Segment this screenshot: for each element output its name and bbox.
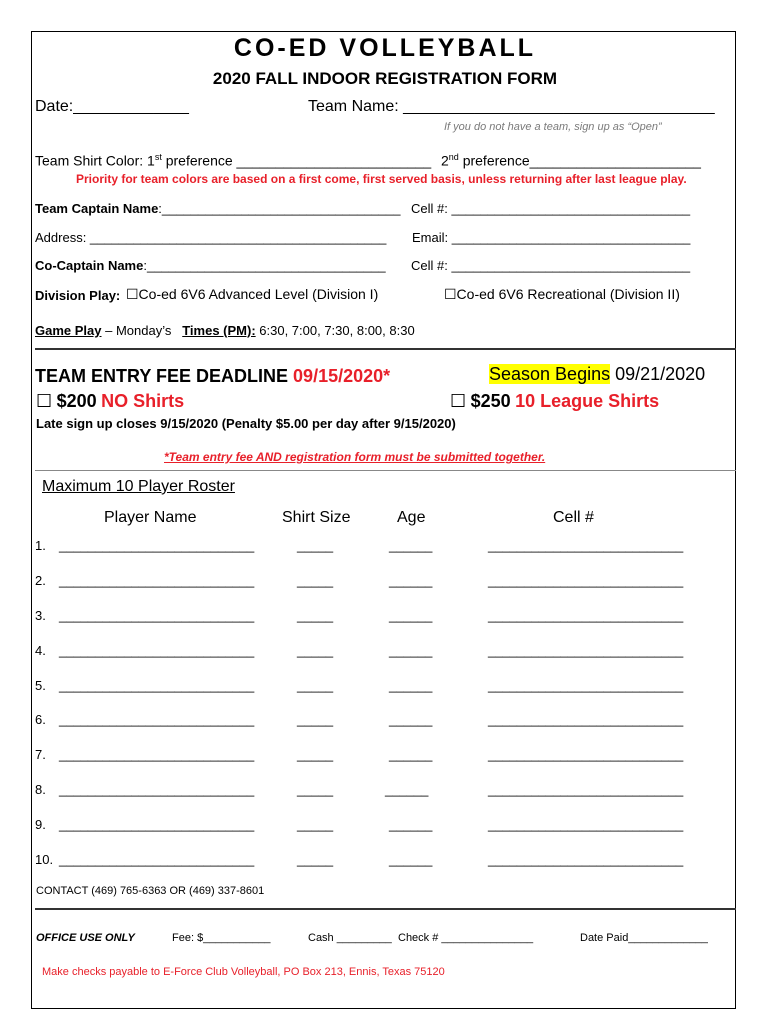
col-shirt-size: Shirt Size [282, 509, 351, 526]
player-name-line[interactable]: ___________________________ [59, 573, 255, 588]
shirt-first-line: preference _________________________ [161, 152, 432, 169]
table-row[interactable] [35, 712, 715, 732]
player-name-line[interactable]: ___________________________ [59, 747, 255, 762]
player-name-line[interactable]: ___________________________ [59, 852, 255, 867]
division-option-recreational[interactable]: ☐Co-ed 6V6 Recreational (Division II) [444, 286, 680, 302]
player-name-line[interactable]: ___________________________ [59, 817, 255, 832]
season-label: Season Begins [489, 364, 611, 384]
option-200-price: $200 [56, 391, 97, 411]
option-250-desc: 10 League Shirts [515, 391, 660, 411]
team-hint: If you do not have a team, sign up as “Open” [444, 121, 662, 133]
row-number: 6. [35, 712, 46, 727]
office-use-label: OFFICE USE ONLY [36, 932, 135, 944]
office-date-paid-field[interactable]: Date Paid_____________ [580, 932, 708, 944]
shirt-second-num: 2 [441, 152, 449, 169]
player-name-line[interactable]: ___________________________ [59, 782, 255, 797]
age-line[interactable]: ______ [385, 782, 429, 797]
shirt-size-line[interactable]: _____ [297, 573, 334, 588]
table-row[interactable] [35, 782, 715, 802]
row-number: 10. [35, 852, 54, 867]
cell-line[interactable]: ___________________________ [488, 817, 684, 832]
game-play-day: – Monday’s [105, 323, 172, 338]
deadline-label: TEAM ENTRY FEE DEADLINE [35, 366, 289, 386]
shirt-size-line[interactable]: _____ [297, 782, 334, 797]
section-divider [35, 348, 736, 350]
shirt-first-preference[interactable] [35, 152, 431, 169]
division-label: Division Play: [35, 288, 121, 303]
row-number: 1. [35, 538, 46, 553]
division-option-advanced[interactable]: ☐Co-ed 6V6 Advanced Level (Division I) [126, 286, 379, 302]
shirt-size-line[interactable]: _____ [297, 747, 334, 762]
cocaptain-cell-field[interactable]: Cell #: _________________________________ [411, 258, 691, 273]
shirt-size-line[interactable]: _____ [297, 538, 334, 553]
captain-name-field[interactable] [35, 201, 401, 216]
player-name-line[interactable]: ___________________________ [59, 608, 255, 623]
captain-line: :_________________________________ [158, 201, 401, 216]
cocaptain-line: :_________________________________ [143, 258, 386, 273]
col-age: Age [397, 509, 426, 526]
cocaptain-label: Co-Captain Name [35, 258, 144, 273]
office-fee-field[interactable]: Fee: $___________ [172, 932, 271, 944]
shirt-size-line[interactable]: _____ [297, 852, 334, 867]
office-cash-field[interactable]: Cash _________ [308, 932, 392, 944]
age-line[interactable]: ______ [389, 643, 433, 658]
checkbox-icon[interactable]: ☐ [36, 391, 53, 412]
option-200-desc: NO Shirts [101, 391, 185, 411]
age-line[interactable]: ______ [389, 852, 433, 867]
age-line[interactable]: ______ [389, 608, 433, 623]
contact-phones: CONTACT (469) 765-6363 OR (469) 337-8601 [36, 885, 265, 897]
captain-cell-field[interactable]: Cell #: _________________________________ [411, 201, 691, 216]
office-check-field[interactable]: Check # _______________ [398, 932, 534, 944]
fee-deadline [35, 366, 390, 387]
row-number: 8. [35, 782, 46, 797]
form-title: CO-ED VOLLEYBALL [233, 34, 537, 62]
section-divider [35, 470, 736, 471]
cocaptain-name-field[interactable] [35, 258, 386, 273]
col-cell: Cell # [553, 509, 594, 526]
col-player-name: Player Name [104, 509, 197, 526]
cell-line[interactable]: ___________________________ [488, 678, 684, 693]
table-row[interactable] [35, 643, 715, 663]
cell-line[interactable]: ___________________________ [488, 747, 684, 762]
player-name-line[interactable]: ___________________________ [59, 538, 255, 553]
player-name-line[interactable]: ___________________________ [59, 643, 255, 658]
shirt-second-line: preference______________________ [458, 152, 701, 169]
email-field[interactable]: Email: _________________________________ [412, 230, 691, 245]
superscript: st [154, 152, 162, 162]
cell-line[interactable]: ___________________________ [488, 782, 684, 797]
times-value: 6:30, 7:00, 7:30, 8:00, 8:30 [259, 323, 415, 338]
player-name-line[interactable]: ___________________________ [59, 712, 255, 727]
submit-together-note: *Team entry fee AND registration form must be submitted together. [164, 450, 546, 464]
row-number: 9. [35, 817, 46, 832]
cell-line[interactable]: ___________________________ [488, 608, 684, 623]
age-line[interactable]: ______ [389, 712, 433, 727]
deadline-date: 09/15/2020* [293, 366, 391, 386]
age-line[interactable]: ______ [389, 817, 433, 832]
season-begins [489, 364, 705, 385]
shirt-first-label: Team Shirt Color: 1 [35, 152, 155, 169]
table-row[interactable] [35, 538, 715, 558]
age-line[interactable]: ______ [389, 538, 433, 553]
season-date: 09/21/2020 [615, 364, 706, 384]
cell-line[interactable]: ___________________________ [488, 573, 684, 588]
form-subtitle: 2020 FALL INDOOR REGISTRATION FORM [212, 69, 558, 88]
player-name-line[interactable]: ___________________________ [59, 678, 255, 693]
game-play-line [35, 323, 415, 338]
row-number: 5. [35, 678, 46, 693]
age-line[interactable]: ______ [389, 678, 433, 693]
age-line[interactable]: ______ [389, 747, 433, 762]
game-play-label: Game Play [35, 323, 102, 338]
address-field[interactable]: Address: _________________________________________ [35, 230, 387, 245]
cell-line[interactable]: ___________________________ [488, 643, 684, 658]
table-row[interactable] [35, 608, 715, 628]
table-row[interactable] [35, 852, 715, 872]
row-number: 4. [35, 643, 46, 658]
superscript: nd [448, 152, 459, 162]
age-line[interactable]: ______ [389, 573, 433, 588]
shirt-size-line[interactable]: _____ [297, 817, 334, 832]
captain-label: Team Captain Name [35, 201, 159, 216]
shirt-size-line[interactable]: _____ [297, 712, 334, 727]
table-row[interactable] [35, 678, 715, 698]
table-row[interactable] [35, 747, 715, 767]
row-number: 7. [35, 747, 46, 762]
shirt-size-line[interactable]: _____ [297, 608, 334, 623]
fee-option-250[interactable] [450, 391, 659, 412]
table-row[interactable] [35, 573, 715, 593]
team-name-field[interactable]: Team Name: ___________________________________ [308, 98, 715, 115]
date-field[interactable]: Date:_____________ [35, 98, 189, 115]
times-label: Times (PM): [182, 323, 256, 338]
priority-note: Priority for team colors are based on a first come, first served basis, unless returning after last league play. [76, 172, 687, 186]
shirt-second-preference[interactable] [441, 152, 701, 169]
checkbox-icon[interactable]: ☐ [450, 391, 467, 412]
row-number: 2. [35, 573, 46, 588]
row-number: 3. [35, 608, 46, 623]
late-signup-note: Late sign up closes 9/15/2020 (Penalty $5.00 per day after 9/15/2020) [36, 416, 456, 431]
fee-option-200[interactable] [36, 391, 184, 412]
option-250-price: $250 [470, 391, 511, 411]
cell-line[interactable]: ___________________________ [488, 712, 684, 727]
section-divider [35, 908, 736, 910]
checks-payable-note: Make checks payable to E-Force Club Volleyball, PO Box 213, Ennis, Texas 75120 [42, 966, 445, 978]
cell-line[interactable]: ___________________________ [488, 852, 684, 867]
shirt-size-line[interactable]: _____ [297, 678, 334, 693]
shirt-size-line[interactable]: _____ [297, 643, 334, 658]
roster-title: Maximum 10 Player Roster [42, 478, 235, 495]
table-row[interactable] [35, 817, 715, 837]
cell-line[interactable]: ___________________________ [488, 538, 684, 553]
